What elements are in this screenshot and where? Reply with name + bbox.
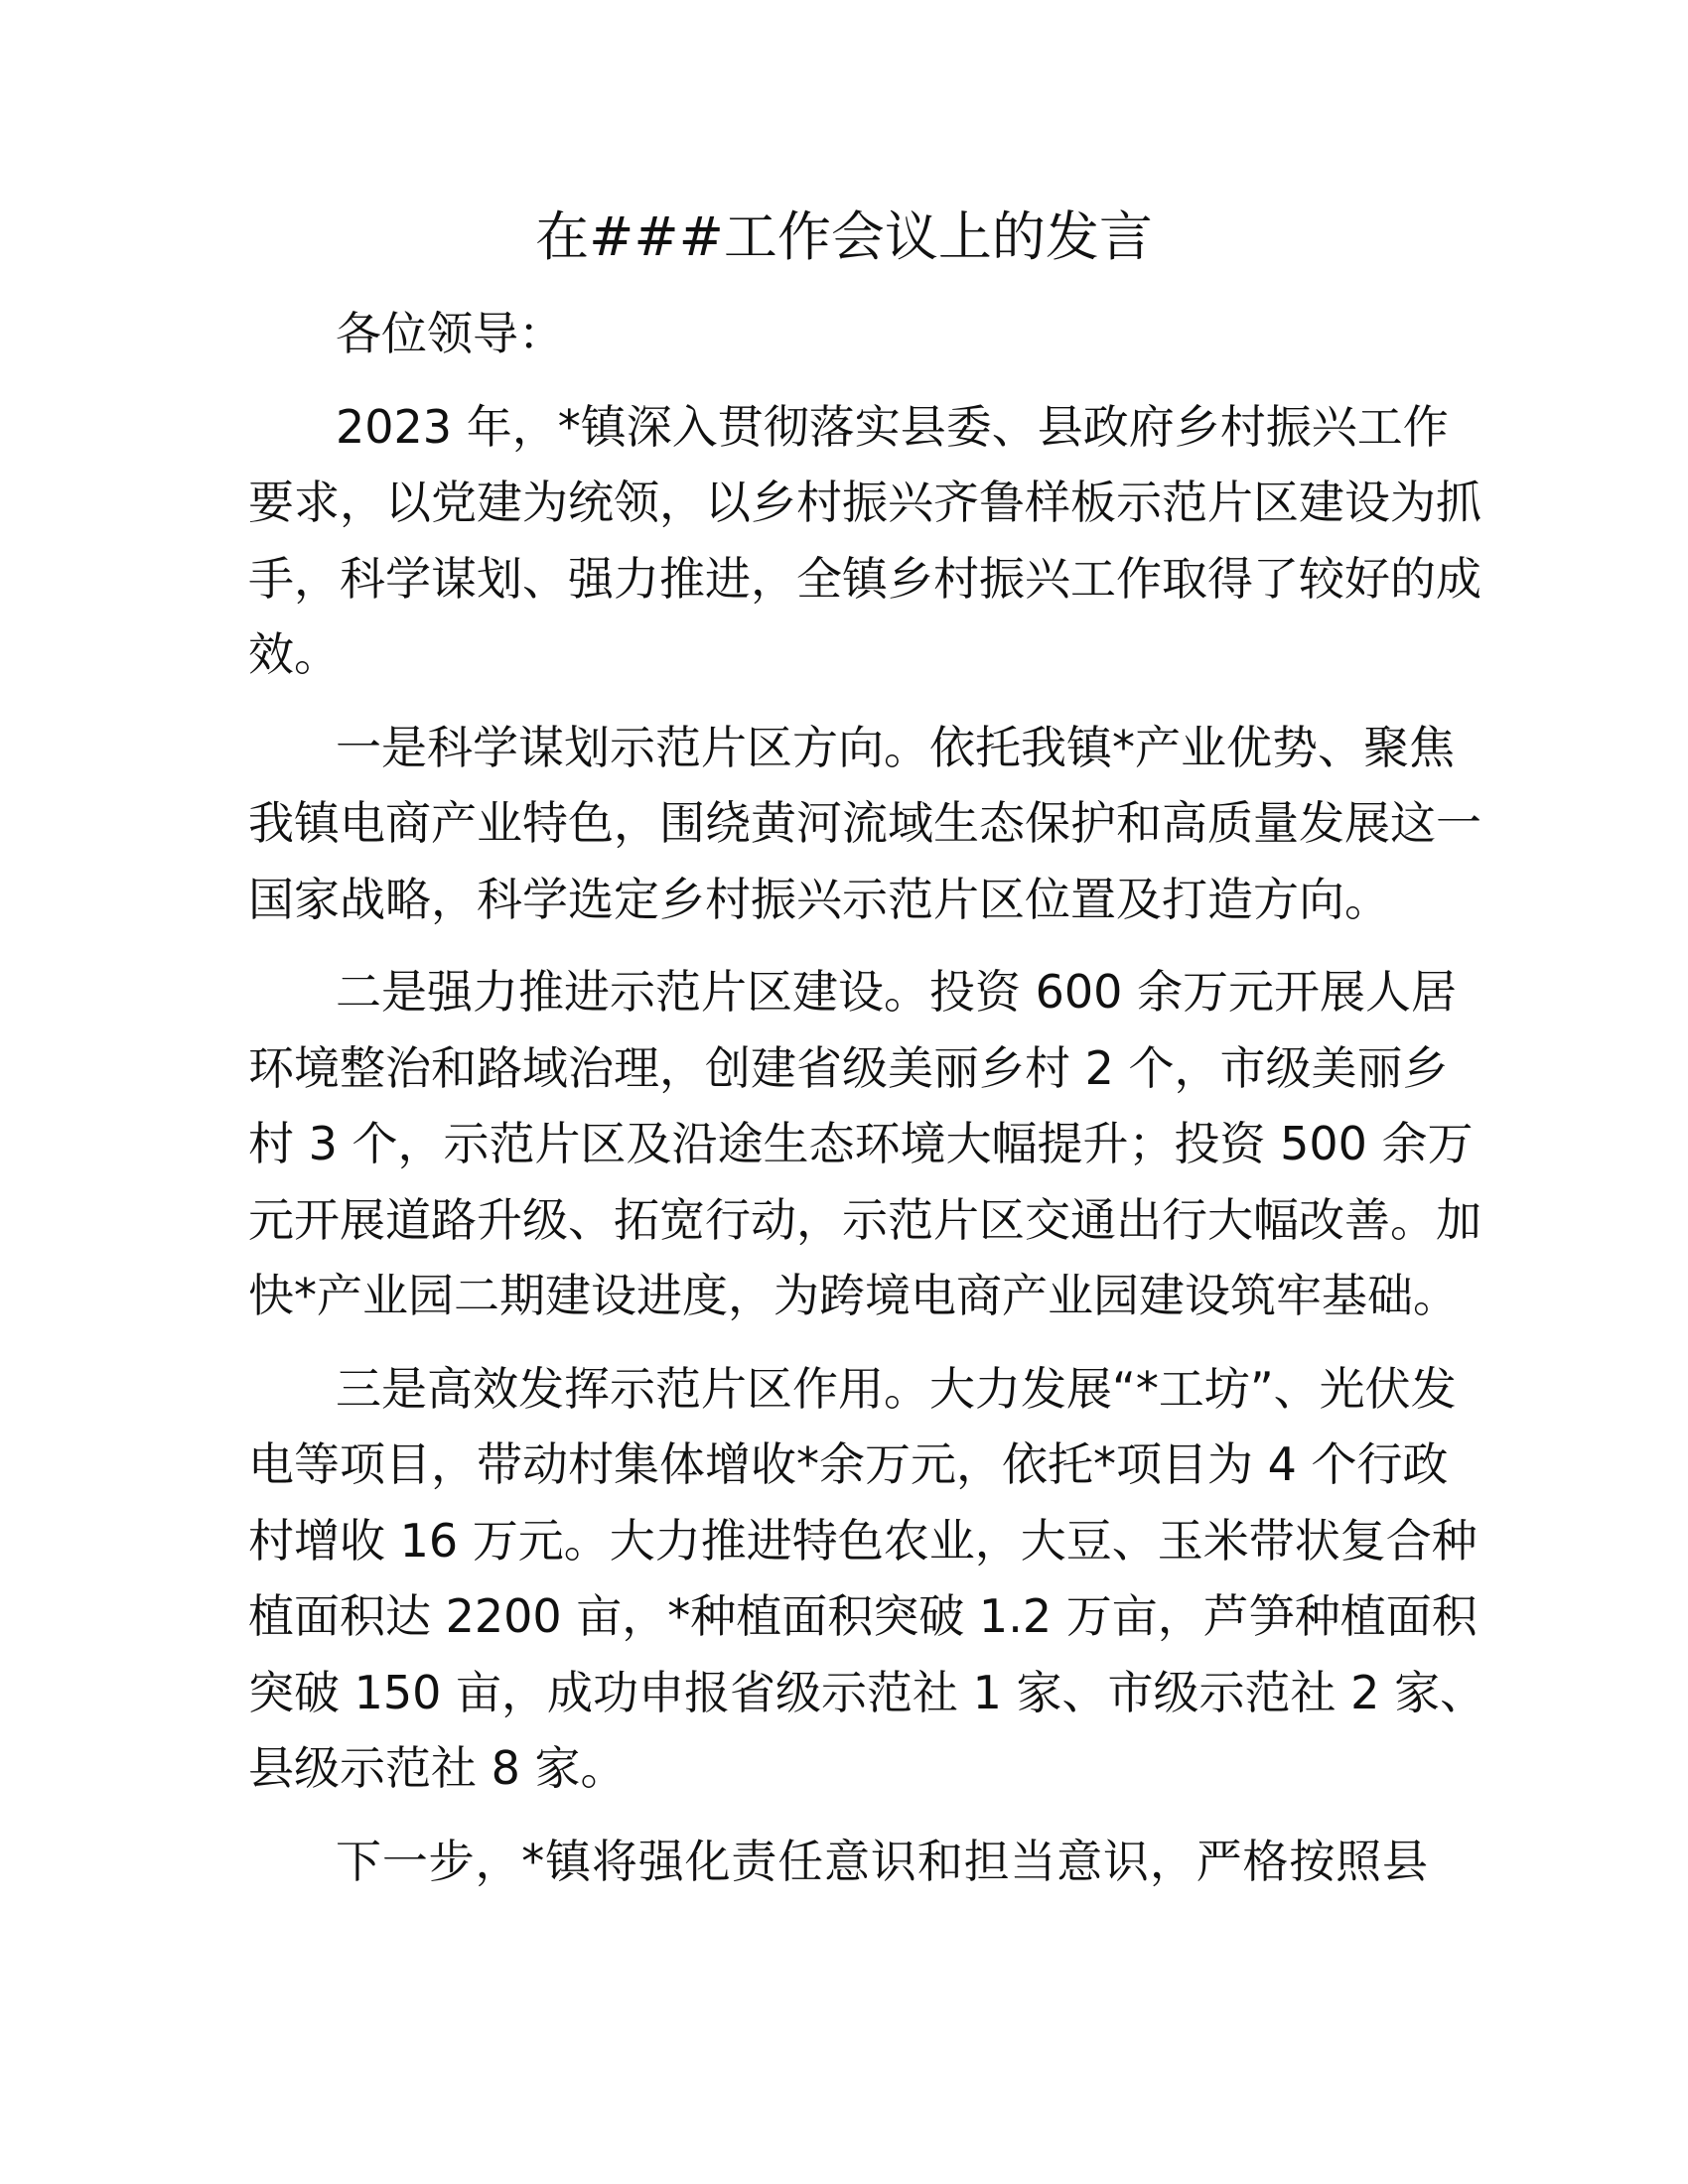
paragraph-line: 村 3 个，示范片区及沿途生态环境大幅提升；投资 500 余万 <box>248 1117 1474 1170</box>
paragraph-line: 县级示范社 8 家。 <box>248 1741 627 1795</box>
paragraph-line: 效。 <box>248 627 340 681</box>
paragraph-line: 下一步，*镇将强化责任意识和担当意识，严格按照县 <box>336 1834 1428 1888</box>
paragraph-line: 电等项目，带动村集体增收*余万元，依托*项目为 4 个行政 <box>248 1437 1449 1491</box>
paragraph-line: 村增收 16 万元。大力推进特色农业，大豆、玉米带状复合种 <box>248 1513 1477 1568</box>
paragraph <box>248 1824 1428 1900</box>
paragraph-line: 一是科学谋划示范片区方向。依托我镇*产业优势、聚焦 <box>336 720 1455 774</box>
paragraph-line: 手，科学谋划、强力推进，全镇乡村振兴工作取得了较好的成 <box>248 551 1481 606</box>
paragraph-line: 突破 150 亩，成功申报省级示范社 1 家、市级示范社 2 家、 <box>248 1665 1486 1719</box>
paragraph <box>248 710 1481 938</box>
paragraph <box>248 296 1428 372</box>
paragraph-line: 三是高效发挥示范片区作用。大力发展“*工坊”、光伏发 <box>336 1361 1457 1416</box>
paragraph-line: 2023 年，*镇深入贯彻落实县委、县政府乡村振兴工作 <box>336 399 1449 454</box>
document-body <box>248 296 1486 1916</box>
paragraph-line: 国家战略，科学选定乡村振兴示范片区位置及打造方向。 <box>248 872 1390 926</box>
paragraph <box>248 1351 1486 1807</box>
paragraph <box>248 389 1481 693</box>
paragraph-line: 我镇电商产业特色，围绕黄河流域生态保护和高质量发展这一 <box>248 796 1481 850</box>
paragraph-line: 快*产业园二期建设进度，为跨境电商产业园建设筑牢基础。 <box>248 1269 1459 1322</box>
paragraph-line: 要求，以党建为统领，以乡村振兴齐鲁样板示范片区建设为抓 <box>248 476 1481 529</box>
paragraph-line: 二是强力推进示范片区建设。投资 600 余万元开展人居 <box>336 965 1458 1019</box>
paragraph-line: 元开展道路升级、拓宽行动，示范片区交通出行大幅改善。加 <box>248 1192 1481 1247</box>
paragraph-line: 各位领导： <box>336 307 564 360</box>
paragraph-line: 环境整治和路域治理，创建省级美丽乡村 2 个，市级美丽乡 <box>248 1040 1449 1095</box>
paragraph-line: 植面积达 2200 亩，*种植面积突破 1.2 万亩，芦笋种植面积 <box>248 1589 1477 1643</box>
paragraph <box>248 954 1481 1334</box>
document-title: 在###工作会议上的发言 <box>535 205 1153 268</box>
